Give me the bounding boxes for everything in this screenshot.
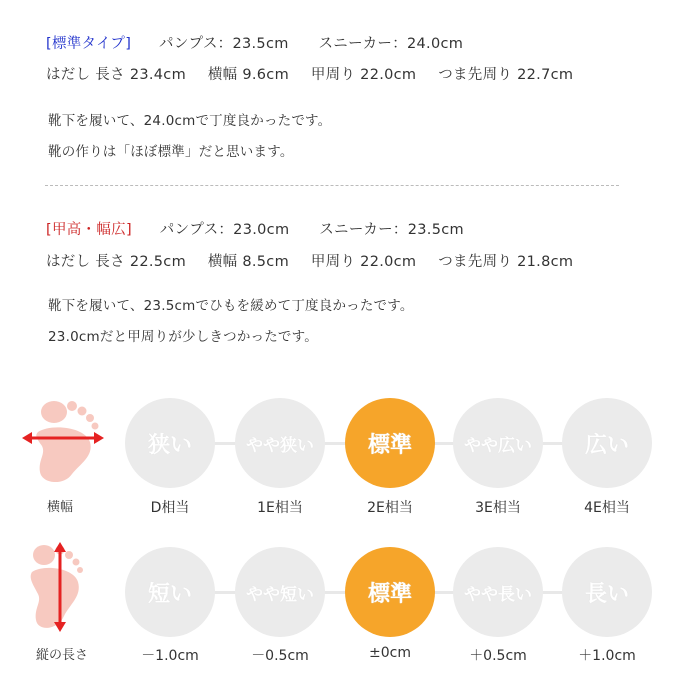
wide-width: 横幅 8.5cm xyxy=(207,254,290,270)
standard-instep: 甲周り 22.0cm xyxy=(310,67,417,83)
standard-tag: [標準タイプ] xyxy=(46,36,132,52)
width-option-slightly-narrow-text: やや狭い xyxy=(246,435,314,456)
width-option-standard-text: 標準 xyxy=(367,432,412,458)
width-option-wide xyxy=(562,398,652,488)
length-option-short xyxy=(125,547,215,637)
standard-note-2: 靴の作りは「ほぼ標準」だと思います。 xyxy=(48,144,294,160)
length-option-long xyxy=(562,547,652,637)
wide-sneaker: スニーカー：23.5cm xyxy=(319,222,464,238)
standard-pumps: パンプス：23.5cm xyxy=(159,36,289,52)
foot-width-icon xyxy=(20,396,108,490)
length-option-standard-text: 標準 xyxy=(367,581,412,607)
length-option-short-text: 短い xyxy=(147,581,192,607)
width-scale-label: 横幅 xyxy=(46,500,73,515)
length-option-slightly-long xyxy=(453,547,543,637)
width-option-standard xyxy=(345,398,435,488)
wide-sizes-row xyxy=(46,218,464,239)
width-option-slightly-narrow xyxy=(235,398,325,488)
length-sub-long: ＋1.0cm xyxy=(578,648,636,664)
length-sub-slightly-long: ＋0.5cm xyxy=(469,648,527,664)
wide-instep: 甲周り 22.0cm xyxy=(310,254,417,270)
standard-sizes-row xyxy=(46,32,463,53)
width-sub-slightly-wide: 3E相当 xyxy=(475,500,521,516)
length-sub-slightly-short: －0.5cm xyxy=(251,648,309,664)
foot-length-icon xyxy=(22,540,102,644)
length-option-standard xyxy=(345,547,435,637)
standard-measurements-row xyxy=(46,63,573,84)
width-option-slightly-wide xyxy=(453,398,543,488)
length-option-long-text: 長い xyxy=(584,581,629,607)
width-option-narrow xyxy=(125,398,215,488)
length-option-slightly-short xyxy=(235,547,325,637)
wide-note-2: 23.0cmだと甲周りが少しきつかったです。 xyxy=(48,329,318,345)
wide-note-1: 靴下を履いて、23.5cmでひもを緩めて丁度良かったです。 xyxy=(48,298,414,314)
wide-tag: [甲高・幅広] xyxy=(46,222,132,238)
standard-sneaker: スニーカー：24.0cm xyxy=(318,36,464,52)
width-option-slightly-wide-text: やや広い xyxy=(464,435,532,456)
width-sub-standard: 2E相当 xyxy=(367,500,413,516)
standard-note-1: 靴下を履いて、24.0cmで丁度良かったです。 xyxy=(48,113,332,129)
standard-barefoot-length: はだし 長さ 23.4cm xyxy=(46,67,186,83)
length-sub-standard: ±0cm xyxy=(369,645,411,661)
length-sub-short: －1.0cm xyxy=(141,648,199,664)
length-option-slightly-short-text: やや短い xyxy=(246,584,314,605)
section-divider xyxy=(45,185,619,186)
wide-measurements-row xyxy=(46,250,573,271)
wide-toe: つま先周り 21.8cm xyxy=(438,254,574,270)
standard-width: 横幅 9.6cm xyxy=(207,67,290,83)
length-scale-label: 縦の長さ xyxy=(35,648,88,663)
width-option-wide-text: 広い xyxy=(584,432,629,458)
width-sub-wide: 4E相当 xyxy=(584,500,630,516)
wide-pumps: パンプス：23.0cm xyxy=(159,222,290,238)
width-option-narrow-text: 狭い xyxy=(147,432,192,458)
standard-toe: つま先周り 22.7cm xyxy=(438,67,574,83)
width-sub-slightly-narrow: 1E相当 xyxy=(257,500,303,516)
wide-barefoot-length: はだし 長さ 22.5cm xyxy=(46,254,186,270)
width-sub-narrow: D相当 xyxy=(150,500,190,516)
length-option-slightly-long-text: やや長い xyxy=(464,584,532,605)
